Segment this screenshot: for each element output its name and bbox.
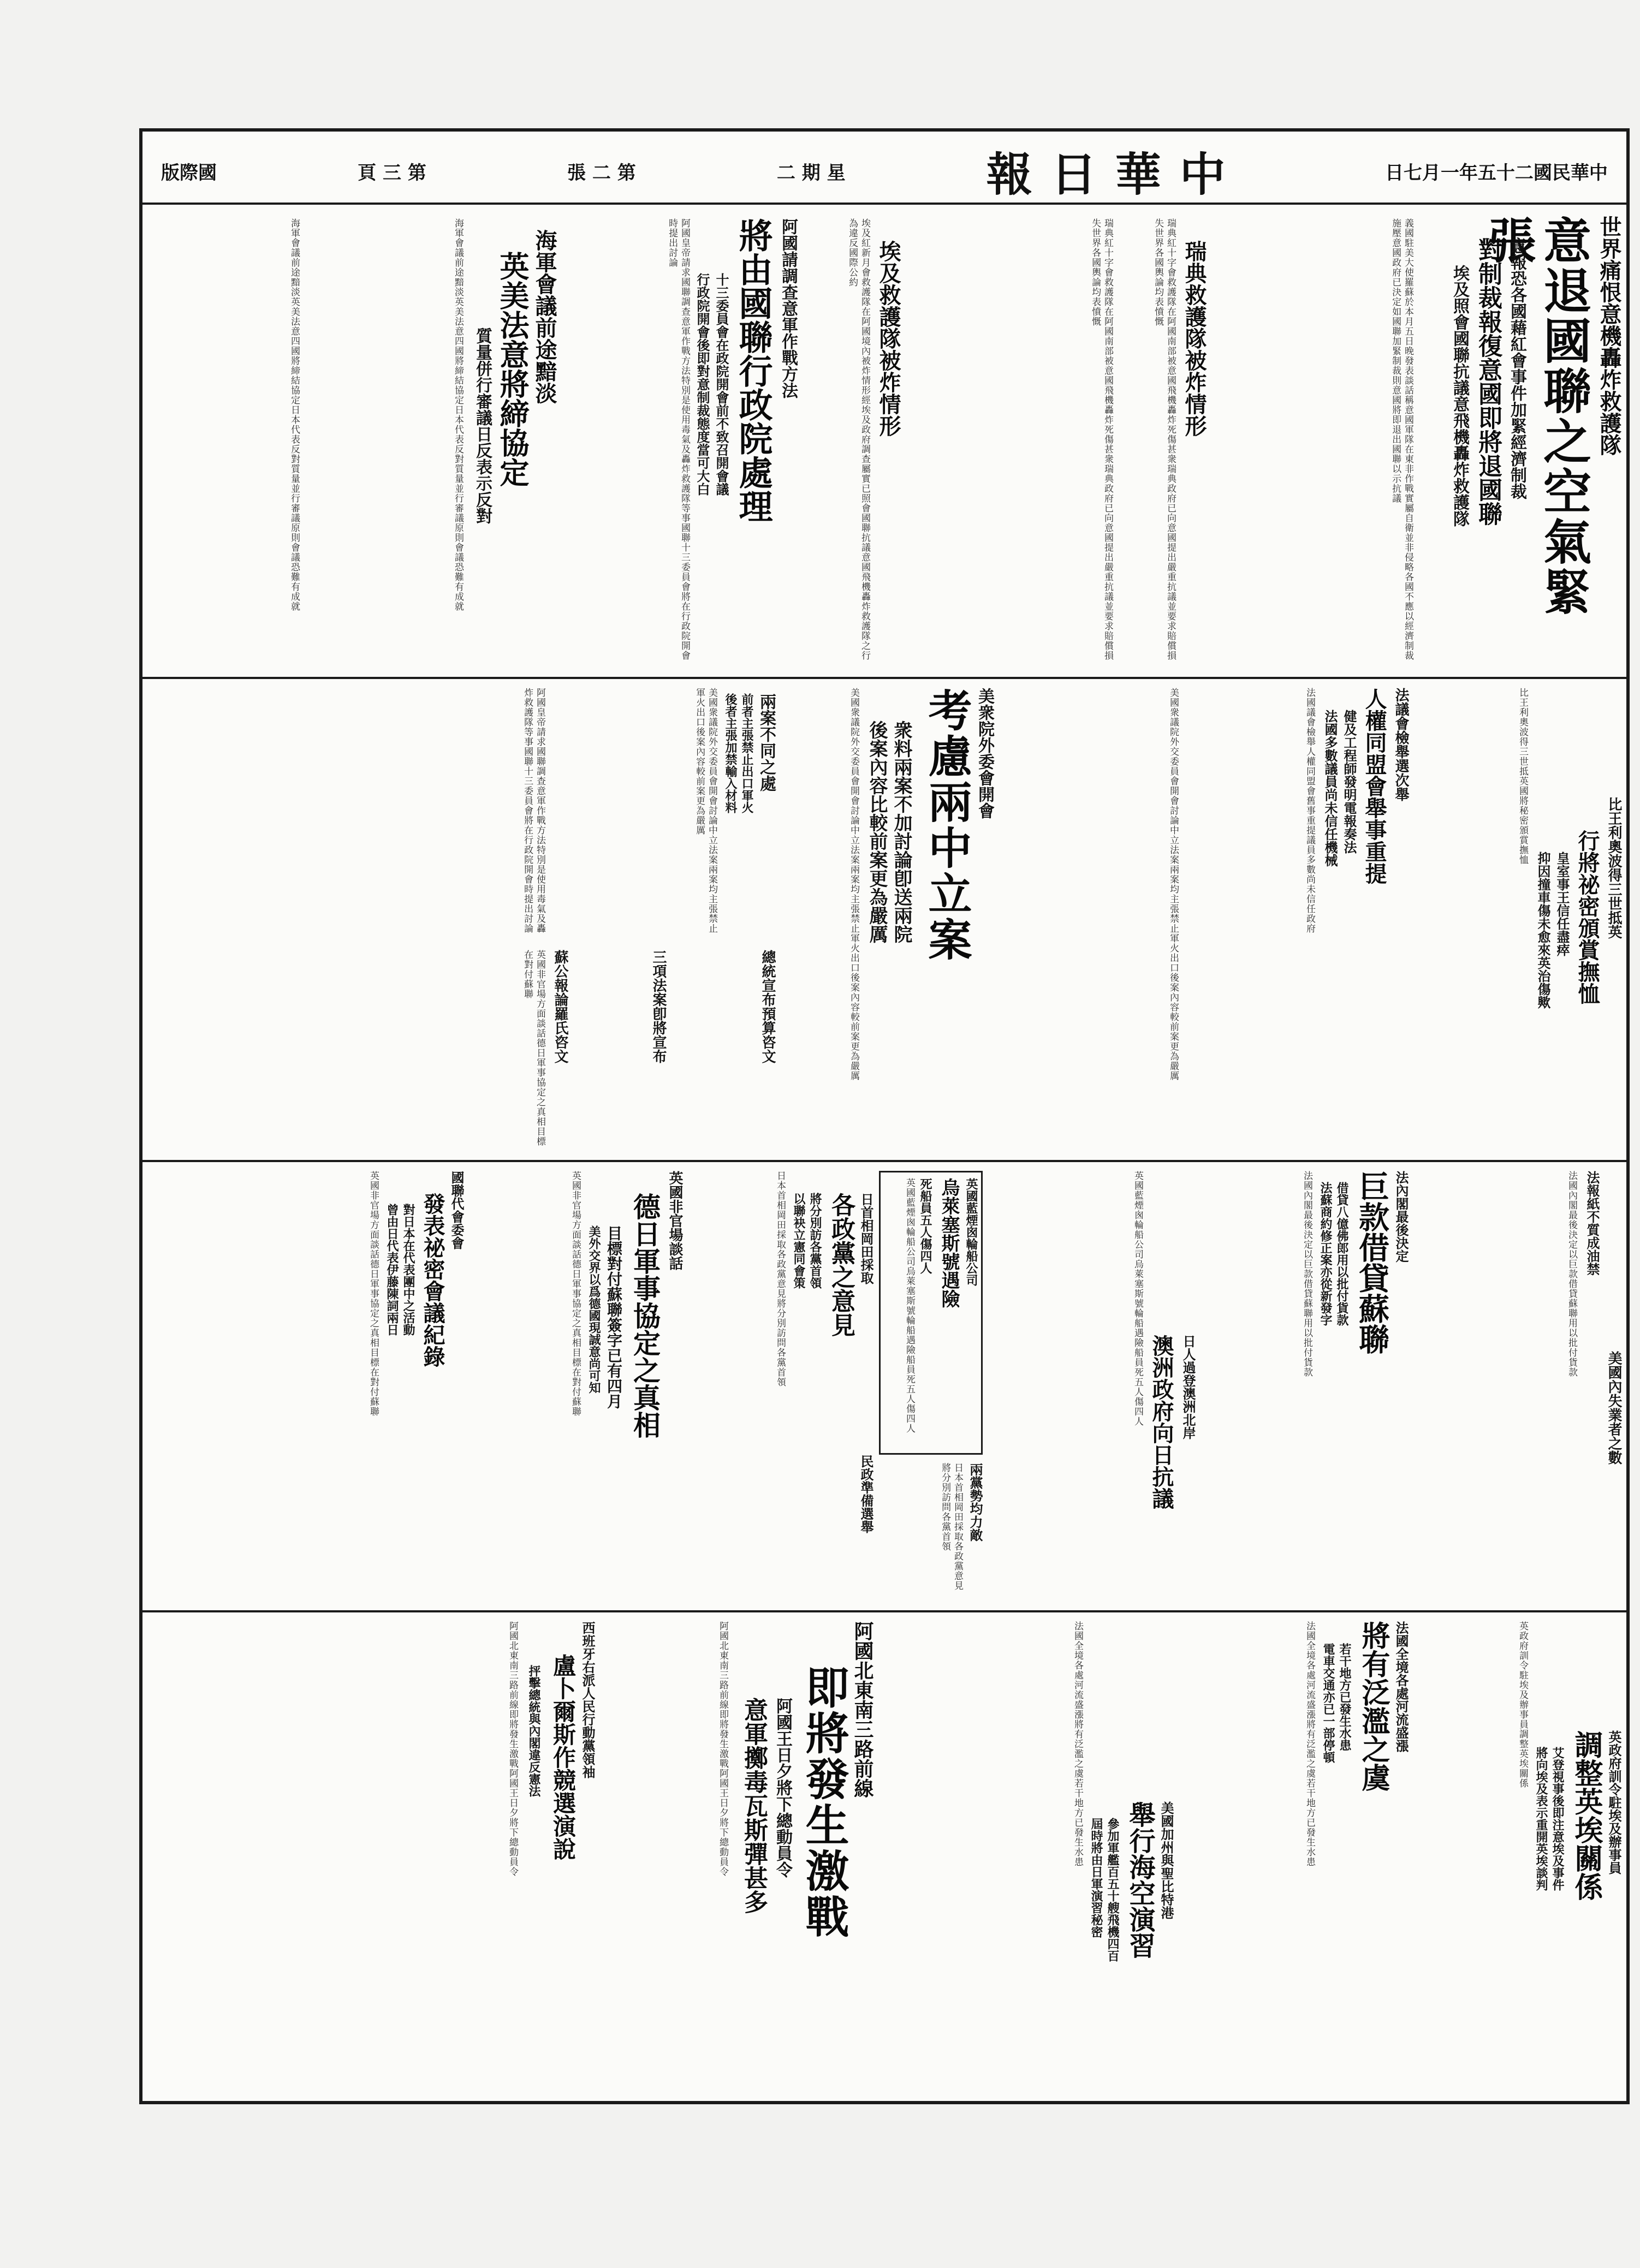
article-body: 法國全境各處河流盛漲將有泛濫之虞若干地方已發生水患 xyxy=(1072,1621,1083,1867)
story-deck: 抑因撞車傷未愈來英治傷歟 xyxy=(1535,852,1551,1009)
neutrality-story xyxy=(786,688,994,1152)
subhead: 後者主張加禁輸入材料 xyxy=(723,693,738,813)
story-kicker: 世界痛恨意機轟炸救護隊 xyxy=(1596,216,1622,456)
ship-story-box xyxy=(879,1171,983,1455)
article-body: 阿國皇帝請求國聯調查意軍作戰方法特別是使用毒氣及轟炸救護隊等事國聯十三委員會將在行政院開會時提出討論 xyxy=(667,218,690,660)
australia-story xyxy=(988,1171,1196,1602)
us-unemployment-story xyxy=(1419,1171,1621,1602)
subhead: 總統宣布預算咨文 xyxy=(759,950,776,1063)
spain-story xyxy=(153,1621,595,2096)
article-body: 日本首相岡田採取各政黨意見將分別訪問各黨首領 xyxy=(940,1463,963,1591)
story-deck: 對日本在代表團中之活動 xyxy=(401,1204,415,1336)
subhead: 前者主張禁止出口軍火 xyxy=(740,693,754,813)
story-kicker: 美國加州與聖比特港 xyxy=(1158,1801,1174,1919)
story-headline: 各政黨之意見 xyxy=(827,1193,855,1337)
naval-story xyxy=(306,218,557,666)
article-body: 瑞典紅十字會救護隊在阿國南部被意國飛機轟炸死傷甚衆瑞典政府已向意國提出嚴重抗議並要求賠償損失世界各國輿論均表憤慨 xyxy=(1090,218,1113,660)
story-kicker: 阿國北東南三路前線 xyxy=(851,1621,874,1798)
subhead: 三項法案卽將宣布 xyxy=(650,950,667,1063)
french-loan-story xyxy=(1201,1171,1409,1602)
article-body: 英國藍煙囪輪船公司烏萊塞斯號輪船遇險船員死五人傷四人 xyxy=(904,1178,915,1433)
story-deck: 皇室事王信任盡瘁 xyxy=(1554,852,1570,956)
story-deck: 健及工程師發明電報奏法 xyxy=(1341,710,1357,854)
article-body: 美國衆議院外交委員會開會討論中立法案兩案均主張禁止軍火出口後案內容較前案更為嚴厲 xyxy=(848,688,859,1081)
article-body: 埃及紅新月會救護隊在阿國境內被炸情形經埃及政府調查屬實已照會國聯抗議意國飛機轟炸救護隊之行為違反國際公約 xyxy=(847,218,870,660)
second-left-block xyxy=(153,688,568,1152)
story-headline: 盧卜爾斯作競選演說 xyxy=(550,1654,577,1860)
story-headline: 調整英埃關係 xyxy=(1570,1730,1603,1901)
story-deck: 參加軍艦百五十艘飛機四百 xyxy=(1106,1818,1120,1962)
story-deck: 意報恐各國藉紅會事件加緊經濟制裁 xyxy=(1507,237,1526,499)
story-deck: 法國多數議員尚未信任機械 xyxy=(1322,710,1338,867)
neutrality-detail xyxy=(579,688,775,1152)
story-kicker: 英國藍煙囪輪船公司 xyxy=(964,1178,978,1286)
story-deck: 埃及照會國聯抗議意飛機轟炸救護隊 xyxy=(1450,265,1469,527)
story-headline: 意退國聯之空氣緊張 xyxy=(1480,216,1593,617)
section-divider xyxy=(139,677,1630,679)
article-body: 阿國皇帝請求國聯調查意軍作戰方法特別是使用毒氣及轟炸救護隊等事國聯十三委員會將在行政院開會時提出討論 xyxy=(522,688,545,933)
article-body: 法國議會檢舉人權同盟會舊事重提議員多數尚未信任政府 xyxy=(1304,688,1315,933)
story-deck: 抨擊總統與內閣違反憲法 xyxy=(527,1665,541,1797)
subhead: 兩案不同之處 xyxy=(757,693,776,791)
article-body: 英國非官場方面談話德日軍事協定之真相目標在對付蘇聯 xyxy=(368,1171,379,1416)
article-body: 阿國北東南三路前線即將發生激戰阿國王日夕將下總動員令 xyxy=(717,1621,728,1877)
story-deck: 以聯袂立憲同會策 xyxy=(792,1193,806,1289)
league-committee-story xyxy=(153,1171,464,1602)
subhead: 兩黨勢均力敵 xyxy=(967,1463,983,1541)
article-body: 英國非官場方面談話德日軍事協定之真相目標在對付蘇聯 xyxy=(570,1171,581,1416)
story-deck: 死船員五人傷四人 xyxy=(918,1178,932,1274)
page-label: 版際國 xyxy=(161,162,217,184)
league-story xyxy=(568,218,797,666)
section-label: 頁 三 第 xyxy=(358,162,426,184)
article-body: 海軍會議前途黯淡英美法意四國將締結協定日本代表反對質量並行審議原則會議恐難有成就 xyxy=(453,218,464,611)
article-body: 英政府訓令駐埃及辦事員調整英埃關係 xyxy=(1517,1621,1528,1788)
german-japan-story xyxy=(470,1171,682,1602)
story-kicker: 日人過登澳洲北岸 xyxy=(1180,1335,1196,1439)
masthead xyxy=(139,139,1630,205)
edition-label: 張 二 第 xyxy=(567,162,636,184)
story-headline: 英美法意將締協定 xyxy=(495,251,530,487)
story-deck: 曾由日代表伊藤陳詞兩日 xyxy=(385,1204,399,1336)
story-kicker: 法議會檢舉選次舉 xyxy=(1393,688,1409,801)
subhead: 民政準備選舉 xyxy=(858,1455,874,1533)
parties-sub xyxy=(879,1463,983,1602)
story-headline: 考慮兩中立案 xyxy=(921,688,972,963)
paper-title: 報日華中 xyxy=(986,147,1244,201)
article-body: 英國非官場方面談話德日軍事協定之真相目標在對付蘇聯 xyxy=(522,950,545,1146)
human-rights-story xyxy=(1190,688,1409,1152)
story-kicker: 法內閣最後決定 xyxy=(1393,1171,1409,1263)
story-headline: 澳洲政府向日抗議 xyxy=(1149,1335,1174,1509)
egypt-story xyxy=(808,218,901,666)
article-body: 阿國北東南三路前線即將發生激戰阿國王日夕將下總動員令 xyxy=(507,1621,518,1877)
story-deck: 將向埃及表示重開英埃談判 xyxy=(1534,1747,1548,1891)
section-divider xyxy=(139,1160,1630,1162)
story-deck: 後案內容比較前案更為嚴厲 xyxy=(866,721,888,943)
article-body: 英國藍煙囪輪船公司烏萊塞斯號輪船遇險船員死五人傷四人 xyxy=(1132,1171,1143,1426)
weekday-label: 二 期 星 xyxy=(776,162,846,184)
story-headline: 瑞典救護隊被炸情形 xyxy=(1181,240,1207,437)
story-headline: 人權同盟會舉事重提 xyxy=(1362,688,1387,884)
story-deck: 屆時將由日軍演習秘密 xyxy=(1089,1818,1103,1938)
story-kicker: 法國全境各處河流盛漲 xyxy=(1393,1621,1409,1752)
flood-story xyxy=(1179,1621,1409,2096)
story-kicker: 比王利奧波得三世抵英 xyxy=(1606,797,1622,939)
story-deck: 法蘇商約修正案亦從新發字 xyxy=(1318,1182,1333,1326)
story-headline: 埃及救護隊被炸情形 xyxy=(876,240,901,437)
story-deck: 對制裁報復意國即將退國聯 xyxy=(1474,237,1502,526)
story-headline: 舉行海空演習 xyxy=(1125,1801,1155,1959)
article-body: 日本首相岡田採取各政黨意見將分別訪問各黨首領 xyxy=(775,1171,786,1387)
ethiopia-reward-story xyxy=(1419,688,1621,1152)
japan-parties-story xyxy=(688,1171,874,1602)
article-body: 法國內閣最後決定以巨款借貸蘇聯用以批付貨款 xyxy=(1302,1171,1312,1377)
story-deck: 意軍擲毒瓦斯彈甚多 xyxy=(740,1698,768,1914)
article-body: 比王利奧波得三世抵英國將秘密頒賞撫恤 xyxy=(1517,688,1528,865)
story-kicker: 英國非官場談話 xyxy=(667,1171,683,1270)
article-body: 美國衆議院外交委員會開會討論中立法案兩案均主張禁止軍火出口後案內容較前案更為嚴厲 xyxy=(1168,688,1179,1081)
story-kicker: 國聯代會委會 xyxy=(449,1171,465,1249)
date-label: 日七月一年五十二國民華中 xyxy=(1385,162,1608,184)
article-body: 瑞典紅十字會救護隊在阿國南部被意國飛機轟炸死傷甚衆瑞典政府已向意國提出嚴重抗議並要求賠償損失世界各國輿論均表憤慨 xyxy=(1152,218,1176,660)
story-deck: 質量併行審議日反表示反對 xyxy=(473,328,492,524)
story-headline: 將由國聯行政院處理 xyxy=(733,218,773,523)
story-kicker: 海軍會議前途黯淡 xyxy=(532,229,557,404)
story-kicker: 西班牙右派人民行動黨領袖 xyxy=(580,1621,596,1778)
story-kicker: 日首相岡田採取 xyxy=(858,1193,874,1284)
article-body: 美國衆議院外交委員會開會討論中立法案兩案均主張禁止軍火出口後案內容較前案更為嚴厲 xyxy=(694,688,717,933)
story-deck: 十三委員會在政院開會前不致召開會議 xyxy=(714,273,729,496)
story-kicker: 英政府訓令駐埃及辦事員 xyxy=(1606,1730,1622,1874)
story-deck: 阿國王日夕將下總動員令 xyxy=(773,1698,792,1878)
story-deck: 行政院開會後即對意制裁態度當可大白 xyxy=(694,273,710,496)
story-deck: 美外交界以爲德國現誠意尚可知 xyxy=(587,1225,601,1394)
story-headline: 德日軍事協定之真相 xyxy=(629,1193,661,1438)
story-kicker: 美衆院外委會開會 xyxy=(975,688,994,819)
story-headline: 即將發生激戰 xyxy=(798,1665,849,1940)
story-deck: 衆料兩案不加討論卽送兩院 xyxy=(890,721,912,943)
article-body: 義國駐美大使羅蘇於本月五日晚發表談話稱意國軍隊在東非作戰實屬自衛並非侵略各國不應以經濟制裁施壓意國政府已決定如國聯加緊制裁則意國將即退出國聯以示抗議 xyxy=(1390,218,1413,660)
subhead: 法報紙不質成油禁 xyxy=(1584,1171,1600,1276)
story-deck: 借貸八億佛郎用以批付貨款 xyxy=(1335,1182,1349,1326)
abyssinia-front-story xyxy=(601,1621,874,2096)
story-headline: 行將祕密頒賞撫恤 xyxy=(1574,830,1600,1004)
story-deck: 目標對付蘇聯簽字已有四月 xyxy=(605,1225,623,1409)
story-deck: 電車交通亦已一部停頓 xyxy=(1321,1643,1335,1763)
anglo-egypt-story xyxy=(1419,1621,1621,2096)
story-deck: 將分別訪各黨首領 xyxy=(808,1193,822,1289)
article-body: 法國內閣最後決定以巨款借貸蘇聯用以批付貨款 xyxy=(1566,1171,1577,1377)
story-deck: 若干地方已發生水患 xyxy=(1338,1643,1352,1751)
story-headline: 巨款借貸蘇聯 xyxy=(1354,1171,1390,1354)
subhead: 蘇公報論羅氏咨文 xyxy=(552,950,568,1063)
section-divider xyxy=(139,1610,1630,1612)
top-story xyxy=(1419,216,1621,669)
story-kicker: 阿國請調查意軍作戰方法 xyxy=(779,218,798,398)
sweden-story xyxy=(1125,218,1207,666)
article-body: 法國全境各處河流盛漲將有泛濫之虞若干地方已發生水患 xyxy=(1304,1621,1315,1867)
story-headline: 美國內失業者之數 xyxy=(1606,1351,1622,1465)
article-body: 海軍會議前途黯淡英美法意四國將締結協定日本代表反對質量並行審議原則會議恐難有成就 xyxy=(289,218,300,611)
naval-drill-story xyxy=(879,1621,1174,2096)
story-headline: 烏萊塞斯號遇險 xyxy=(938,1178,960,1308)
story-headline: 發表祕密會議紀錄 xyxy=(420,1193,445,1367)
story-deck: 艾登視事後即注意埃及事件 xyxy=(1550,1747,1565,1891)
story-headline: 將有泛濫之虞 xyxy=(1357,1621,1390,1791)
